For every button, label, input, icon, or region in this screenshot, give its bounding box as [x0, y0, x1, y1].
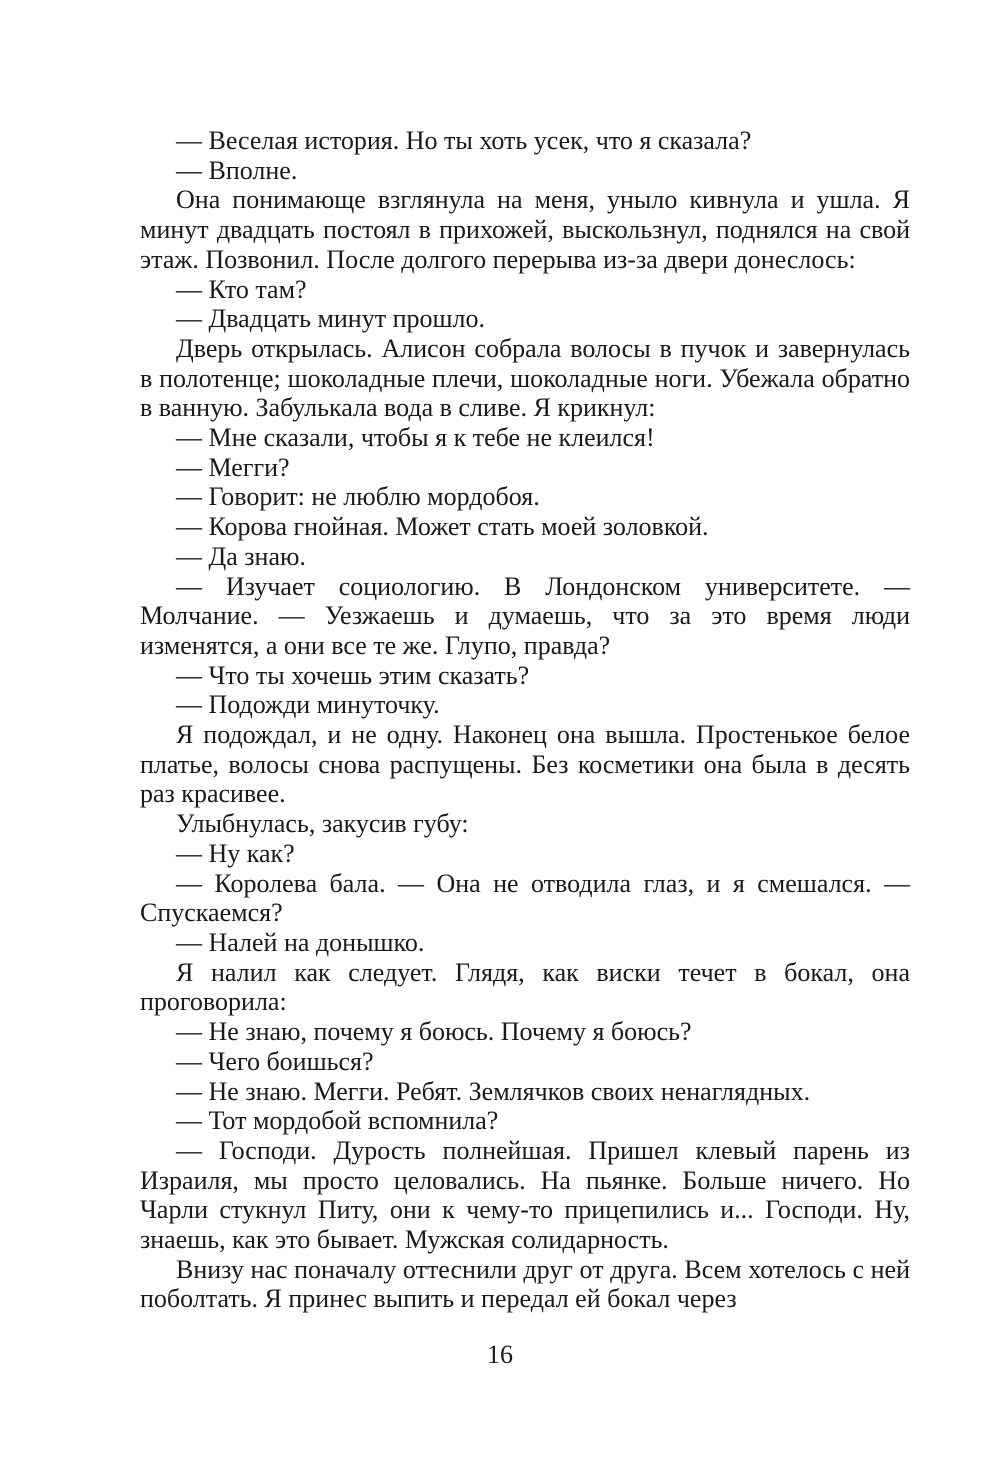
- paragraph: — Вполне.: [176, 155, 298, 185]
- body-text: [140, 126, 910, 1314]
- paragraph: — Не знаю. Мегги. Ребят. Землячков своих ненаглядных.: [176, 1076, 811, 1106]
- paragraph: Я подождал, и не одну. Наконец она вышла. Простенькое белое платье, волосы снова распущены. Без косметики она была в десять раз красивее.: [140, 720, 910, 809]
- paragraph: — Королева бала. — Она не отводила глаз, и я смешался. — Спускаемся?: [140, 868, 910, 928]
- paragraph: — Подожди минуточку.: [176, 690, 440, 720]
- paragraph: — Да знаю.: [176, 541, 306, 571]
- paragraph: — Не знаю, почему я боюсь. Почему я боюсь?: [176, 1017, 692, 1047]
- paragraph: — Налей на донышко.: [176, 927, 425, 957]
- paragraph: — Мегги?: [176, 452, 290, 482]
- paragraph: — Ну как?: [176, 838, 295, 868]
- paragraph: — Изучает социологию. В Лондонском университете. — Молчание. — Уезжаешь и думаешь, что за это время люди изменятся, а они все те же. Глупо, правда?: [140, 571, 910, 660]
- paragraph: — Чего боишься?: [176, 1046, 374, 1076]
- paragraph: — Кто там?: [176, 274, 307, 304]
- paragraph: — Двадцать минут прошло.: [176, 304, 485, 334]
- paragraph: — Говорит: не люблю мордобоя.: [176, 482, 540, 512]
- paragraph: — Мне сказали, чтобы я к тебе не клеился!: [176, 423, 655, 453]
- paragraph: — Веселая история. Но ты хоть усек, что я сказала?: [176, 126, 752, 155]
- page-number: 16: [487, 1340, 513, 1369]
- paragraph: — Что ты хочешь этим сказать?: [176, 660, 530, 690]
- paragraph: Внизу нас поначалу оттеснили друг от друга. Всем хотелось с ней поболтать. Я принес выпить и передал ей бокал через: [140, 1254, 910, 1314]
- paragraph: — Корова гнойная. Может стать моей золовкой.: [176, 512, 709, 542]
- paragraph: — Господи. Дурость полнейшая. Пришел клевый парень из Израиля, мы просто целовались. На пьянке. Больше ничего. Но Чарли стукнул Питу, они к чему-то прицепились и... Господи. Ну, знаешь, как это бывает. Мужская солидарность.: [140, 1135, 910, 1255]
- paragraph: — Тот мордобой вспомнила?: [176, 1106, 499, 1136]
- paragraph: Улыбнулась, закусив губу:: [176, 809, 469, 839]
- paragraph: Она понимающе взглянула на меня, уныло кивнула и ушла. Я минут двадцать постоял в прихожей, выскользнул, поднялся на свой этаж. Позвонил. После долгого перерыва из-за двери донеслось:: [140, 185, 910, 274]
- paragraph: Я налил как следует. Глядя, как виски течет в бокал, она проговорила:: [140, 957, 910, 1017]
- paragraph: Дверь открылась. Алисон собрала волосы в пучок и завернулась в полотенце; шоколадные плечи, шоколадные ноги. Убежала обратно в ванную. Забулькала вода в сливе. Я крикнул:: [140, 333, 910, 423]
